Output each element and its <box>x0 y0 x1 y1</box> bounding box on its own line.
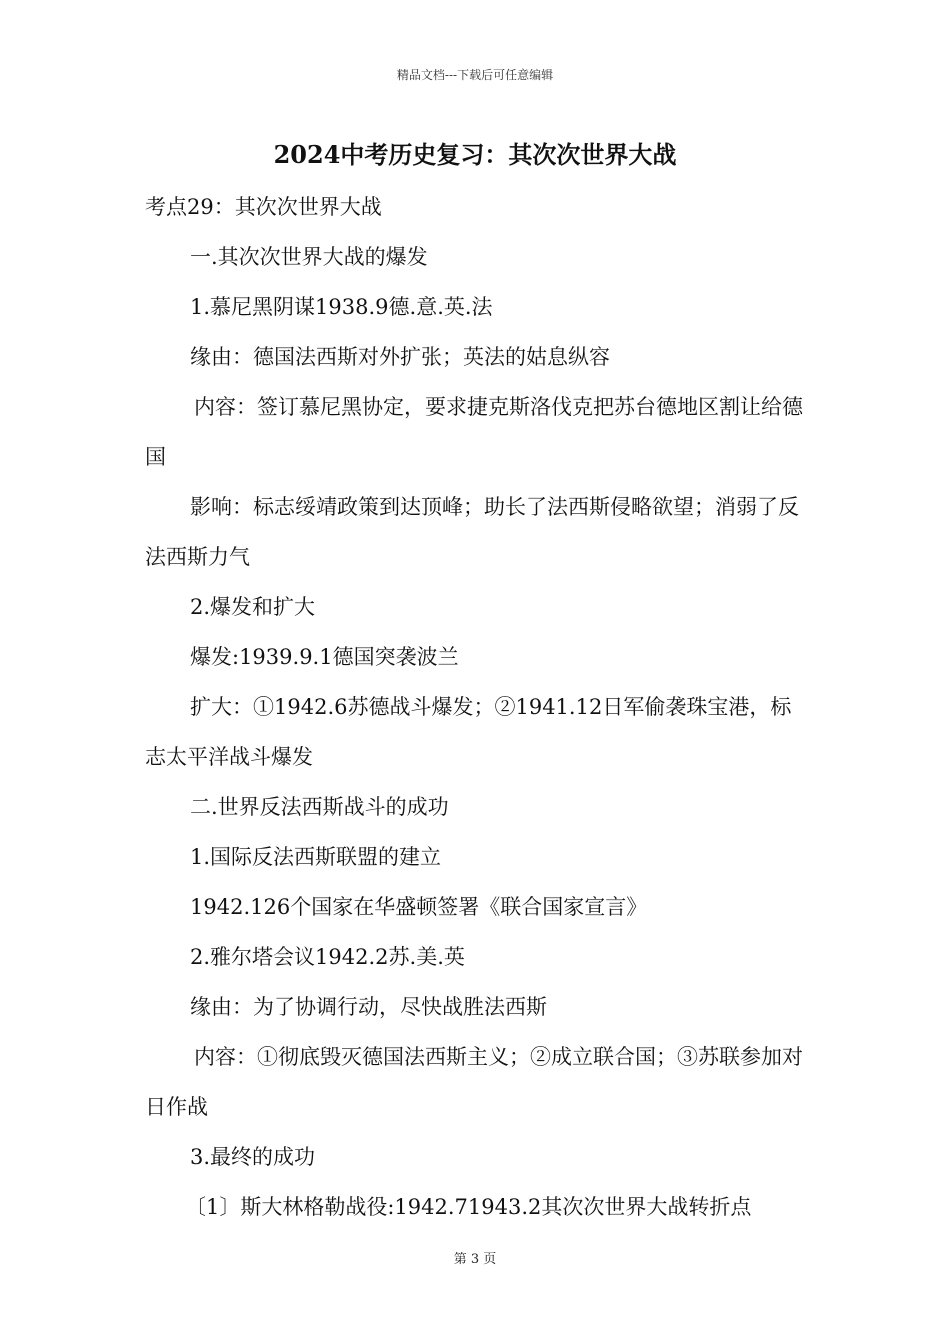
paragraph: 内容：签订慕尼黑协定，要求捷克斯洛伐克把苏台德地区割让给德国 <box>145 395 803 469</box>
paragraph: 缘由：德国法西斯对外扩张；英法的姑息纵容 <box>190 345 610 369</box>
paragraph: 考点29：其次次世界大战 <box>145 195 382 219</box>
paragraph: 二.世界反法西斯战斗的成功 <box>190 795 449 819</box>
paragraph: 3.最终的成功 <box>190 1145 316 1169</box>
paragraph: 影响：标志绥靖政策到达顶峰；助长了法西斯侵略欲望；消弱了反法西斯力气 <box>145 495 799 569</box>
page-header: 精品文档---下载后可任意编辑 <box>396 68 554 82</box>
document-body <box>145 182 810 1232</box>
paragraph: 1.慕尼黑阴谋1938.9德.意.英.法 <box>190 295 493 319</box>
paragraph: 一.其次次世界大战的爆发 <box>190 245 428 269</box>
paragraph: 1.国际反法西斯联盟的建立 <box>190 845 442 869</box>
paragraph: 2.爆发和扩大 <box>190 595 316 619</box>
page-footer: 第 3 页 <box>453 1252 497 1267</box>
paragraph: 〔1〕斯大林格勒战役:1942.71943.2其次次世界大战转折点 <box>185 1195 752 1219</box>
paragraph: 缘由：为了协调行动，尽快战胜法西斯 <box>190 995 547 1019</box>
paragraph: 1942.126个国家在华盛顿签署《联合国家宣言》 <box>190 895 648 919</box>
paragraph: 扩大：①1942.6苏德战斗爆发；②1941.12日军偷袭珠宝港，标志太平洋战斗爆发 <box>145 695 792 769</box>
document-title: 2024中考历史复习：其次次世界大战 <box>273 140 677 169</box>
paragraph: 爆发:1939.9.1德国突袭波兰 <box>190 645 459 669</box>
paragraph: 内容：①彻底毁灭德国法西斯主义；②成立联合国；③苏联参加对日作战 <box>145 1045 803 1119</box>
paragraph: 2.雅尔塔会议1942.2苏.美.英 <box>190 945 465 969</box>
